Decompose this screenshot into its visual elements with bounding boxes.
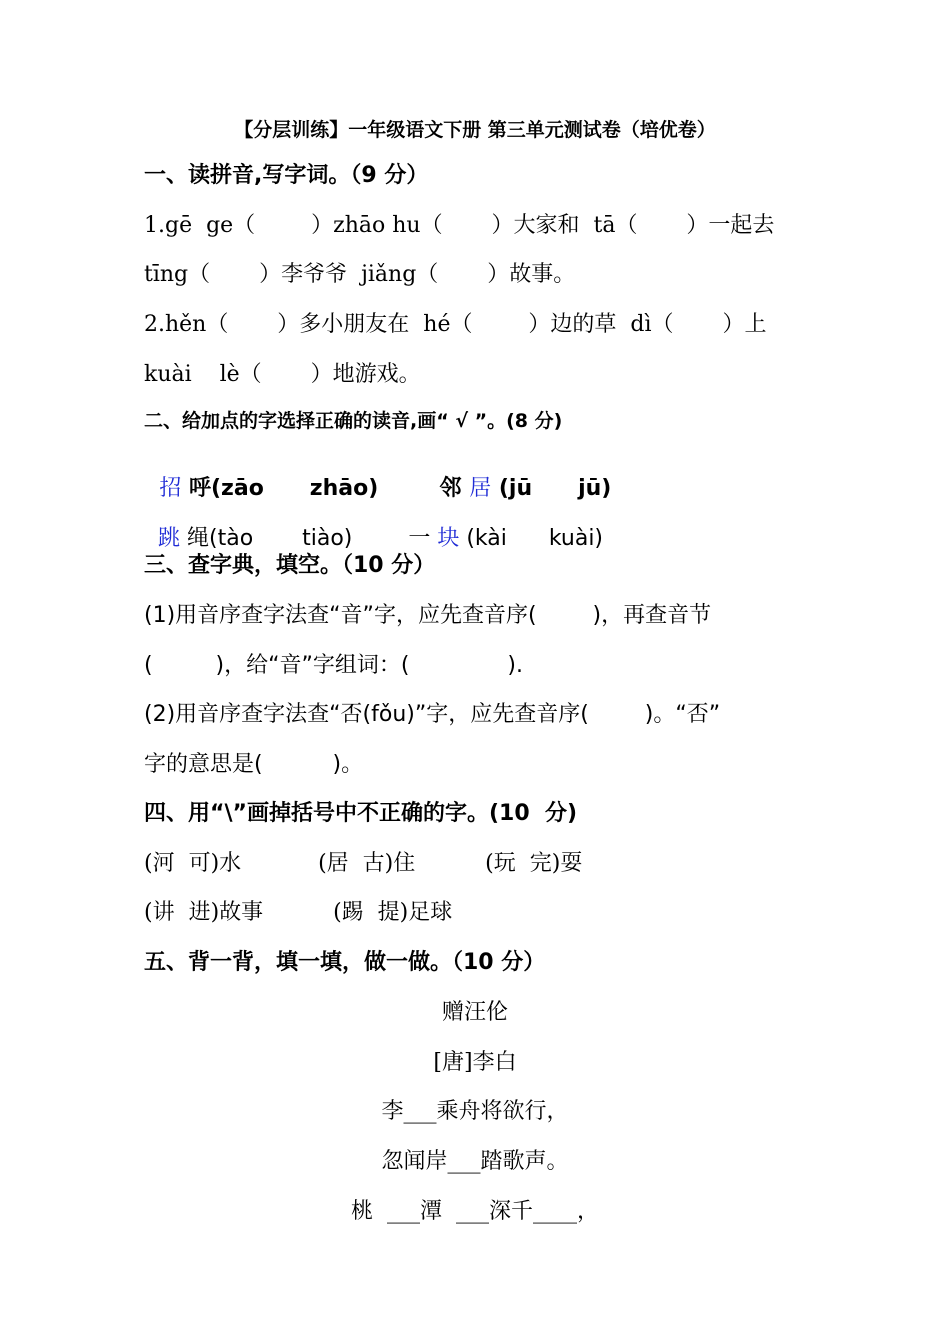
poem-line-3: 桃 ___潭 ___深千____， — [351, 1199, 599, 1224]
poem-author: [唐]李白 — [433, 1050, 517, 1075]
section-3-heading: 三、查字典，填空。（10 分） — [144, 553, 436, 578]
question-2-line-2: kuài lè（ ）地游戏。 — [144, 362, 421, 387]
choice-text: (kài kuài) — [459, 526, 604, 551]
section-2-heading: 二、给加点的字选择正确的读音,画“ √ ”。(8 分) — [144, 410, 563, 432]
poem-line-2: 忽闻岸___踏歌声。 — [381, 1149, 569, 1174]
section-4-heading: 四、用“\”画掉括号中不正确的字。(10 分) — [144, 801, 577, 826]
poem-title: 赠汪伦 — [441, 1000, 508, 1025]
dictionary-line-4: 字的意思是( )。 — [144, 752, 364, 777]
pinyin-choice-row-1 — [144, 456, 611, 500]
dotted-char-ju: 居 — [469, 476, 492, 501]
dictionary-line-2: ( )，给“音”字组词：( ). — [144, 653, 523, 678]
pinyin-choice-row-2 — [144, 506, 603, 550]
dotted-char-tiao: 跳 — [158, 526, 181, 551]
cross-out-line-1: (河 可)水 (居 古)住 (玩 完)耍 — [144, 851, 583, 876]
section-1-heading: 一、读拼音,写字词。（9 分） — [144, 163, 429, 188]
dotted-char-kuai: 块 — [437, 526, 460, 551]
dotted-char-zhao: 招 — [159, 476, 182, 501]
choice-text: (jū jū) — [491, 476, 612, 501]
section-5-heading: 五、背一背，填一填，做一做。（10 分） — [144, 950, 546, 975]
dictionary-line-3: (2)用音序查字法查“否(fǒu)”字，应先查音序( )。“否” — [144, 702, 721, 727]
page-title: 【分层训练】一年级语文下册 第三单元测试卷（培优卷） — [234, 119, 716, 141]
choice-text: 呼(zāo zhāo) 邻 — [181, 476, 470, 501]
choice-text: 绳(tào tiào) 一 — [180, 526, 438, 551]
cross-out-line-2: (讲 进)故事 (踢 提)足球 — [144, 900, 453, 925]
question-1-line-1: 1.gē ge（ ）zhāo hu（ ）大家和 tā（ ）一起去 — [144, 213, 775, 238]
question-2-line-1: 2.hěn（ ）多小朋友在 hé（ ）边的草 dì（ ）上 — [144, 312, 767, 337]
poem-line-1: 李___乘舟将欲行， — [381, 1099, 569, 1124]
dictionary-line-1: (1)用音序查字法查“音”字，应先查音序( )，再查音节 — [144, 603, 712, 628]
question-1-line-2: tīng（ ）李爷爷 jiǎng（ ）故事。 — [144, 262, 576, 287]
